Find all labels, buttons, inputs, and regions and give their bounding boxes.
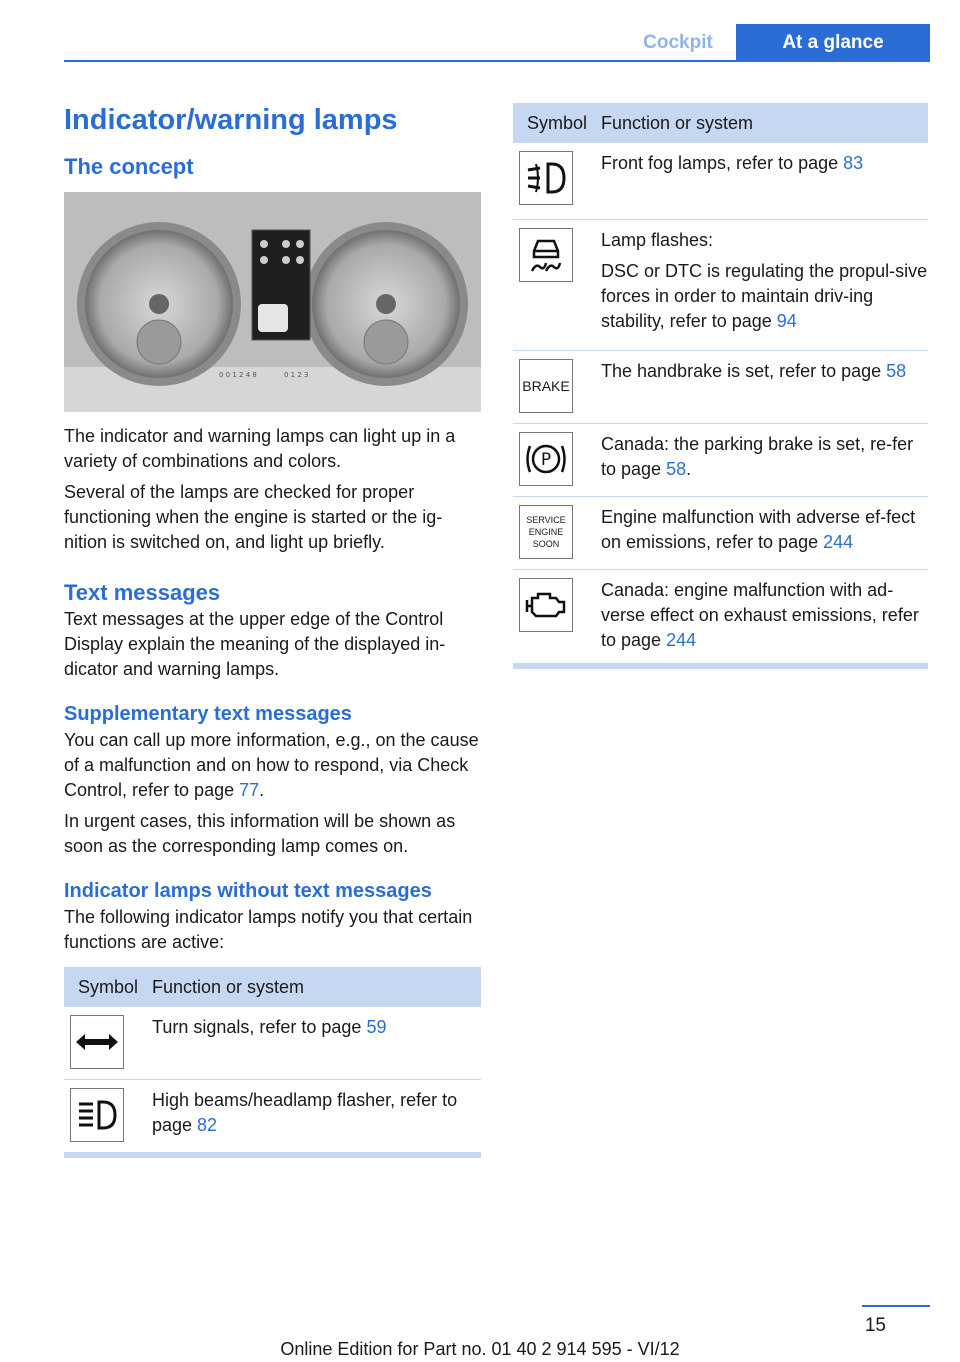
supplementary-punct: . bbox=[259, 780, 265, 800]
check-engine-icon bbox=[519, 578, 573, 632]
left-column bbox=[64, 100, 481, 1158]
dsc-dtc-paragraph bbox=[601, 259, 928, 334]
svg-text:P: P bbox=[540, 450, 552, 470]
table-row bbox=[513, 351, 928, 424]
dsc-dtc-text: DSC or DTC is regulating the propul‐sive forces in order to maintain driv‐ing stability, refer to page bbox=[601, 261, 928, 331]
text-messages-heading: Text messages bbox=[64, 580, 221, 605]
service-engine-soon-icon bbox=[519, 505, 573, 559]
parking-brake-icon bbox=[519, 432, 573, 486]
page-number: 15 bbox=[864, 1315, 886, 1336]
supplementary-heading: Supplementary text messages bbox=[64, 703, 352, 725]
col-symbol-header: Symbol bbox=[513, 103, 601, 143]
engine-malfunction-text: Engine malfunction with adverse ef‐fect on emissions, refer to page bbox=[601, 507, 916, 552]
edition-footer: Online Edition for Part no. 01 40 2 914 595 - VI/12 bbox=[280, 1339, 680, 1359]
col-symbol-header: Symbol bbox=[64, 967, 152, 1007]
concept-paragraph-1: The indicator and warning lamps can light up in a variety of combinations and colors. bbox=[64, 426, 456, 471]
high-beam-text: High beams/headlamp flasher, refer to page bbox=[152, 1090, 458, 1135]
page-link-94[interactable]: 94 bbox=[776, 311, 797, 331]
brake-icon bbox=[519, 359, 573, 413]
header-divider bbox=[64, 60, 930, 62]
indicator-lamps-paragraph: The following indicator lamps notify you that certain functions are active: bbox=[64, 907, 473, 952]
page-link-244[interactable]: 244 bbox=[666, 630, 697, 650]
page-link-58[interactable]: 58 bbox=[666, 459, 687, 479]
table-end-bar bbox=[513, 664, 928, 669]
exhaust-emissions-text: Canada: engine malfunction with ad‐verse effect on exhaust emissions, refer to page bbox=[601, 580, 919, 650]
turn-signals-icon bbox=[70, 1015, 124, 1069]
service-word: SERVICE bbox=[526, 515, 566, 525]
table-row bbox=[64, 1080, 481, 1153]
brake-icon-label: BRAKE bbox=[522, 377, 570, 394]
dsc-dtc-icon bbox=[519, 228, 573, 282]
soon-word: SOON bbox=[532, 539, 560, 549]
table-header-row bbox=[513, 103, 928, 143]
front-fog-lamps-icon bbox=[519, 151, 573, 205]
instrument-cluster-image bbox=[64, 192, 481, 412]
page-link-77[interactable]: 77 bbox=[239, 780, 260, 800]
handbrake-text: The handbrake is set, refer to page bbox=[601, 361, 887, 381]
warning-table bbox=[513, 103, 928, 664]
high-beam-icon bbox=[70, 1088, 124, 1142]
table-end-bar bbox=[64, 1153, 481, 1158]
supplementary-paragraph-2: In urgent cases, this information will be shown as soon as the corresponding lamp comes on. bbox=[64, 811, 456, 856]
parking-brake-text: Canada: the parking brake is set, re‐fer to page bbox=[601, 434, 914, 479]
table-row bbox=[513, 220, 928, 351]
supplementary-paragraph-1 bbox=[64, 728, 481, 803]
page-link-59[interactable]: 59 bbox=[366, 1017, 387, 1037]
front-fog-text: Front fog lamps, refer to page bbox=[601, 153, 844, 173]
indicator-lamps-heading: Indicator lamps without text messages bbox=[64, 880, 432, 902]
col-function-header: Function or system bbox=[601, 103, 928, 143]
lamp-flashes-label: Lamp flashes: bbox=[601, 230, 714, 250]
header-subsection-tab: At a glance bbox=[736, 24, 930, 61]
table-header-row bbox=[64, 967, 481, 1007]
text-messages-paragraph: Text messages at the upper edge of the Control Display explain the meaning of the displayed in‐dicator and warning lamps. bbox=[64, 609, 446, 679]
footer-divider bbox=[862, 1305, 930, 1307]
table-row bbox=[513, 424, 928, 497]
cluster-code-text: 0 0 1 2 4 8 bbox=[219, 371, 257, 379]
concept-paragraph-2: Several of the lamps are checked for proper functioning when the engine is started or the ig‐nition is switched on, and light up briefly. bbox=[64, 482, 443, 552]
table-row bbox=[64, 1007, 481, 1080]
indicator-table bbox=[64, 967, 481, 1153]
table-row bbox=[513, 497, 928, 570]
col-function-header: Function or system bbox=[152, 967, 481, 1007]
page-link-83[interactable]: 83 bbox=[843, 153, 864, 173]
concept-heading: The concept bbox=[64, 154, 194, 179]
turn-signals-text: Turn signals, refer to page bbox=[152, 1017, 367, 1037]
table-row bbox=[513, 143, 928, 220]
supplementary-text: You can call up more information, e.g., on the cause of a malfunction and on how to respond, via Check Control, refer to page bbox=[64, 730, 479, 800]
table-row bbox=[513, 570, 928, 664]
engine-word: ENGINE bbox=[528, 527, 564, 537]
page-link-82[interactable]: 82 bbox=[197, 1115, 218, 1135]
page-link-244[interactable]: 244 bbox=[823, 532, 854, 552]
right-column bbox=[513, 103, 928, 669]
header-section-tab: Cockpit bbox=[643, 32, 713, 53]
page-title: Indicator/warning lamps bbox=[64, 104, 398, 136]
page-link-58[interactable]: 58 bbox=[886, 361, 907, 381]
parking-brake-punct: . bbox=[686, 459, 692, 479]
cluster-trip-text: 0 1 2 3 bbox=[284, 371, 309, 379]
